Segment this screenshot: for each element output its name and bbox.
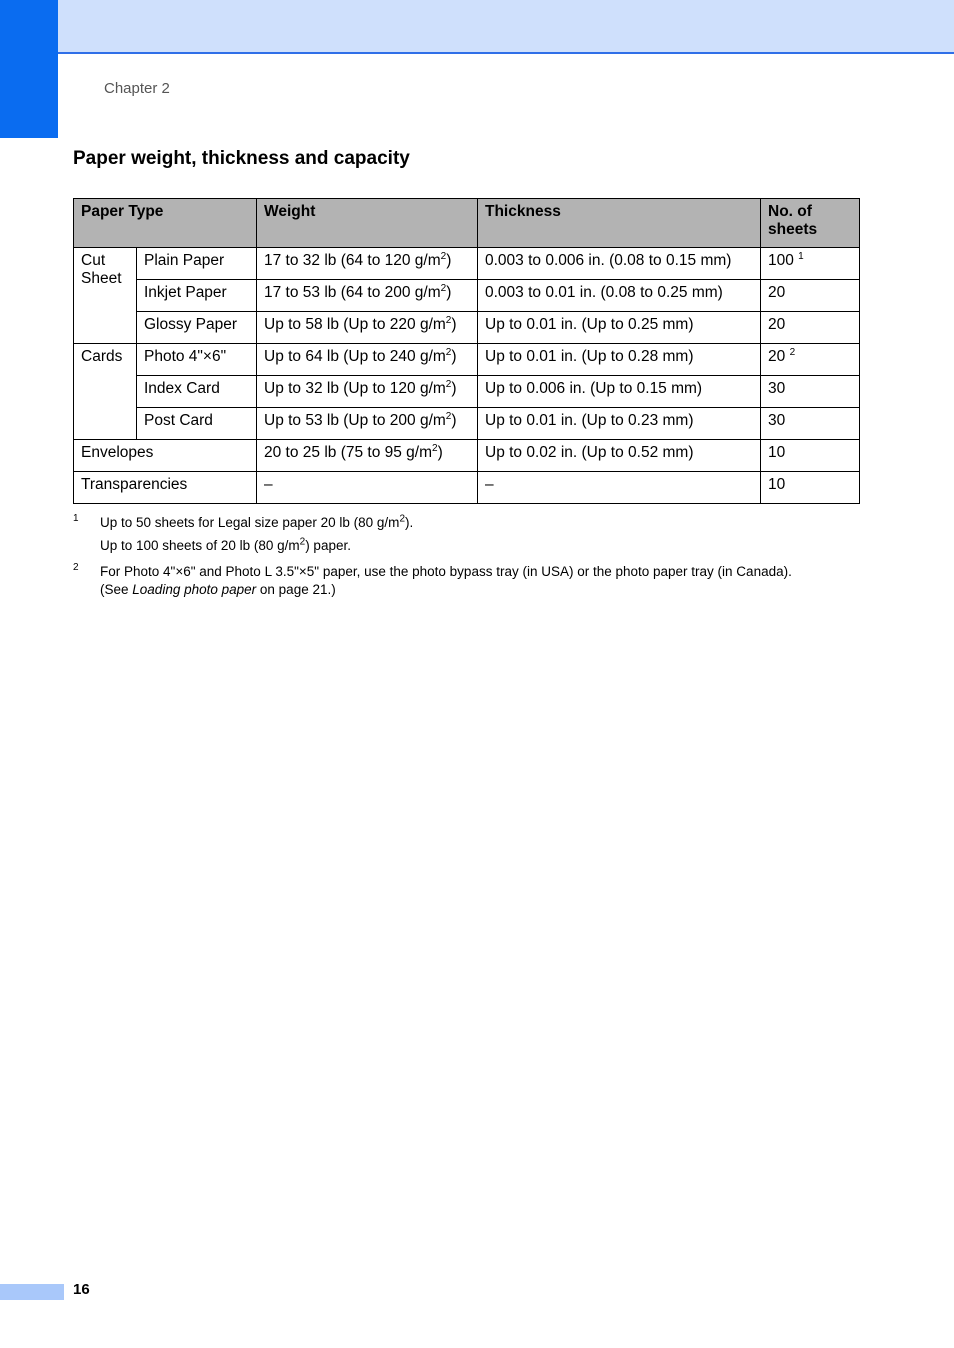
cell-weight: Up to 58 lb (Up to 220 $g/m^2$)	[257, 312, 478, 344]
header-paper-type: Paper Type	[74, 199, 257, 248]
table-row	[74, 472, 860, 504]
group-cards: Cards	[74, 344, 137, 440]
cell-thickness: Up to 0.02 in. (Up to 0.52 mm)	[478, 440, 761, 472]
paper-spec-table	[73, 198, 860, 504]
cell-weight: –	[257, 472, 478, 504]
cell-weight: Up to 53 lb (Up to 200 $g/m^2$)	[257, 408, 478, 440]
cell-type: Transparencies	[74, 472, 257, 504]
cell-sheets: 10	[761, 472, 860, 504]
cell-thickness: Up to 0.01 in. (Up to 0.23 mm)	[478, 408, 761, 440]
cell-thickness: Up to 0.01 in. (Up to 0.28 mm)	[478, 344, 761, 376]
cell-sheets: 10	[761, 440, 860, 472]
cell-type: Post Card	[137, 408, 257, 440]
cell-type: Glossy Paper	[137, 312, 257, 344]
footnote-number: 2	[73, 562, 79, 573]
cell-sheets: 20	[761, 280, 860, 312]
cell-weight: Up to 64 lb (Up to 240 $g/m^2$)	[257, 344, 478, 376]
cell-sheets: 30	[761, 408, 860, 440]
table-header-row	[74, 199, 860, 248]
cross-reference-link: Loading photo paper	[132, 582, 257, 597]
cell-type: Index Card	[137, 376, 257, 408]
cell-weight: 17 to 32 lb (64 to 120 $g/m^2$)	[257, 248, 478, 280]
footnote-number: 1	[73, 513, 79, 524]
table-row	[74, 408, 860, 440]
cell-type: Plain Paper	[137, 248, 257, 280]
cell-type: Photo 4"×6"	[137, 344, 257, 376]
table-row	[74, 376, 860, 408]
cell-sheets: 100 $^1$	[761, 248, 860, 280]
chapter-label: Chapter 2	[104, 80, 170, 97]
table-row	[74, 344, 860, 376]
cell-thickness: –	[478, 472, 761, 504]
header-weight: Weight	[257, 199, 478, 248]
cell-weight: 17 to 53 lb (64 to 200 $g/m^2$)	[257, 280, 478, 312]
cell-type: Inkjet Paper	[137, 280, 257, 312]
footnote-line: Up to 50 sheets for Legal size paper 20 lb (80 $g/m^2$).	[100, 513, 414, 530]
section-title: Paper weight, thickness and capacity	[73, 148, 410, 169]
cell-sheets: 30	[761, 376, 860, 408]
page-number-bar	[0, 1284, 64, 1300]
cell-sheets: 20	[761, 312, 860, 344]
cell-thickness: Up to 0.01 in. (Up to 0.25 mm)	[478, 312, 761, 344]
group-cut-sheet: Cut Sheet	[74, 248, 137, 344]
table-row	[74, 280, 860, 312]
header-thickness: Thickness	[478, 199, 761, 248]
footnote-line: (See Loading photo paper on page 21.)	[100, 582, 336, 597]
table-row	[74, 440, 860, 472]
cell-thickness: 0.003 to 0.01 in. (0.08 to 0.25 mm)	[478, 280, 761, 312]
footnote-line: For Photo 4"×6" and Photo L 3.5"×5" paper, use the photo bypass tray (in USA) or the photo paper tray (in Canada).	[100, 564, 792, 579]
cell-sheets: 20 $^2$	[761, 344, 860, 376]
table-row	[74, 248, 860, 280]
cell-type: Envelopes	[74, 440, 257, 472]
page-number: 16	[73, 1281, 90, 1298]
header-band	[0, 0, 954, 54]
header-sheets: No. of sheets	[761, 199, 860, 248]
table-row	[74, 312, 860, 344]
footnote-line: Up to 100 sheets of 20 lb (80 $g/m^2$) paper.	[100, 536, 351, 553]
cell-weight: Up to 32 lb (Up to 120 $g/m^2$)	[257, 376, 478, 408]
cell-thickness: 0.003 to 0.006 in. (0.08 to 0.15 mm)	[478, 248, 761, 280]
cell-thickness: Up to 0.006 in. (Up to 0.15 mm)	[478, 376, 761, 408]
chapter-tab-marker	[0, 0, 58, 138]
cell-weight: 20 to 25 lb (75 to 95 $g/m^2$)	[257, 440, 478, 472]
